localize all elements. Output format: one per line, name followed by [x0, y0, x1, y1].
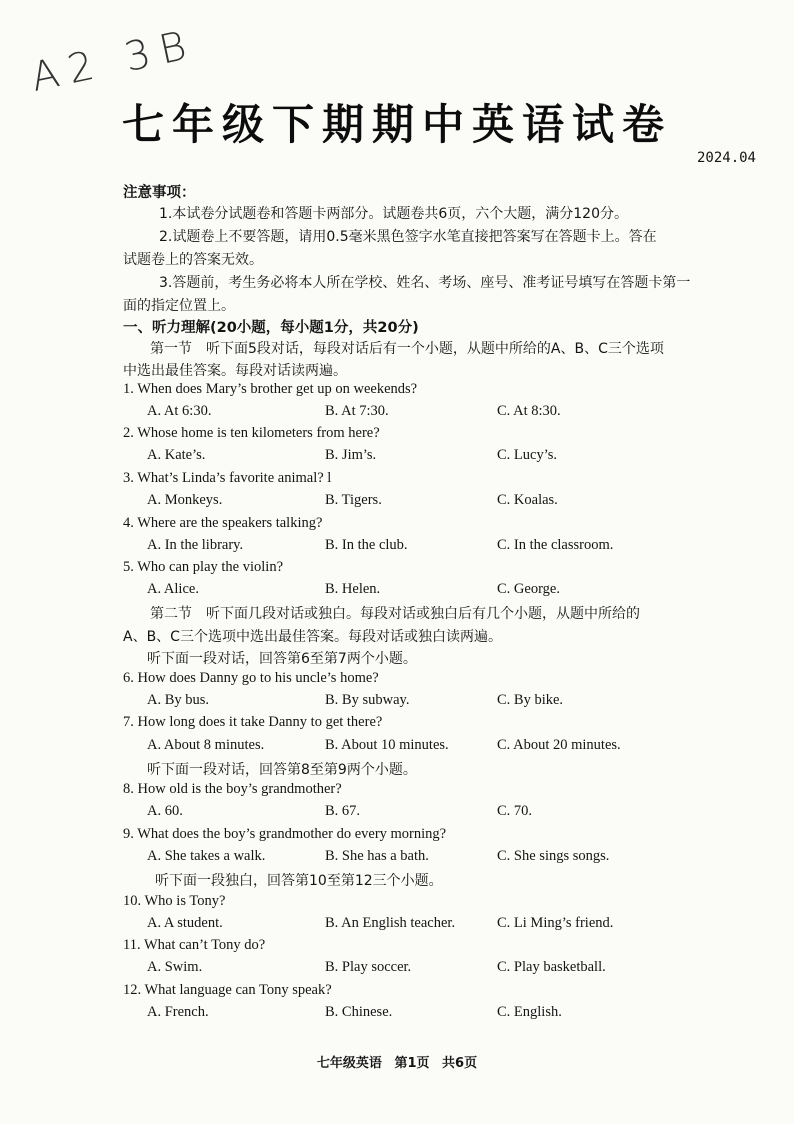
question: [123, 781, 342, 798]
dialogue-intro: 听下面一段对话，回答第6至第7两个小题。: [147, 651, 417, 667]
question-text: What’s Linda’s favorite animal? l: [137, 470, 332, 486]
option-a: A. She takes a walk.: [147, 848, 266, 864]
note-item: 面的指定位置上。: [123, 298, 235, 314]
option-b: B. Chinese.: [325, 1004, 393, 1020]
question-text: Where are the speakers talking?: [137, 515, 323, 531]
option-c: C. By bike.: [497, 692, 564, 708]
question: [123, 670, 379, 687]
question-number: 8.: [123, 781, 134, 797]
question-number: 1.: [123, 381, 134, 397]
notes-heading: 注意事项：: [123, 185, 196, 201]
option-c: C. Koalas.: [497, 492, 558, 508]
question-text: Who can play the violin?: [137, 559, 284, 575]
part2-instruction: 第二节 听下面几段对话或独白。每段对话或独白后有几个小题，从题中所给的: [150, 606, 640, 622]
question-number: 6.: [123, 670, 134, 686]
option-c: C. George.: [497, 581, 560, 597]
option-a: A. By bus.: [147, 692, 210, 708]
option-a: A. Monkeys.: [147, 492, 223, 508]
question-text: How long does it take Danny to get there?: [137, 714, 383, 730]
question-text: When does Mary’s brother get up on weekends?: [137, 381, 418, 397]
part1-instruction: 第一节 听下面5段对话，每段对话后有一个小题，从题中所给的A、B、C三个选项: [150, 341, 664, 357]
question-text: What can’t Tony do?: [143, 937, 266, 953]
option-c: C. About 20 minutes.: [497, 737, 621, 753]
monologue-intro: 听下面一段独白，回答第10至第12三个小题。: [155, 873, 443, 889]
option-b: B. Helen.: [325, 581, 381, 597]
option-c: C. She sings songs.: [497, 848, 610, 864]
option-b: B. An English teacher.: [325, 915, 456, 931]
note-item: 3.答题前，考生务必将本人所在学校、姓名、考场、座号、准考证号填写在答题卡第一: [159, 275, 691, 291]
option-a: A. About 8 minutes.: [147, 737, 265, 753]
section-heading: 一、听力理解(20小题，每小题1分，共20分): [123, 320, 419, 336]
question-text: What language can Tony speak?: [144, 982, 332, 998]
option-a: A. Swim.: [147, 959, 203, 975]
part1-instruction: 中选出最佳答案。每段对话读两遍。: [123, 363, 347, 379]
exam-title: 七年级下期期中英语试卷: [121, 100, 672, 149]
question: [123, 381, 417, 398]
question: [123, 826, 446, 843]
question-number: 4.: [123, 515, 134, 531]
part2-instruction: A、B、C三个选项中选出最佳答案。每段对话或独白读两遍。: [123, 629, 502, 645]
question: [123, 714, 382, 731]
option-a: A. Kate’s.: [147, 447, 206, 463]
question: [123, 470, 331, 487]
note-item: 2.试题卷上不要答题，请用0.5毫米黑色签字水笔直接把答案写在答题卡上。答在: [159, 229, 657, 245]
option-b: B. Tigers.: [325, 492, 382, 508]
option-b: B. Play soccer.: [325, 959, 412, 975]
question: [123, 982, 332, 999]
footer-total: 共6页: [442, 1056, 478, 1071]
note-item: 1.本试卷分试题卷和答题卡两部分。试题卷共6页，六个大题，满分120分。: [159, 206, 628, 222]
option-b: B. She has a bath.: [325, 848, 429, 864]
option-a: A. Alice.: [147, 581, 199, 597]
question-text: Whose home is ten kilometers from here?: [137, 425, 380, 441]
option-c: C. Play basketball.: [497, 959, 606, 975]
question: [123, 937, 265, 954]
option-c: C. English.: [497, 1004, 562, 1020]
question-number: 2.: [123, 425, 134, 441]
option-a: A. A student.: [147, 915, 223, 931]
exam-date: 2024.04: [696, 150, 756, 166]
question-number: 11.: [123, 937, 141, 953]
option-c: C. 70.: [497, 803, 533, 819]
option-c: C. At 8:30.: [497, 403, 561, 419]
option-b: B. By subway.: [325, 692, 410, 708]
option-a: A. At 6:30.: [147, 403, 212, 419]
question-text: Who is Tony?: [144, 893, 226, 909]
option-c: C. Lucy’s.: [497, 447, 558, 463]
question-text: How old is the boy’s grandmother?: [137, 781, 342, 797]
question: [123, 515, 322, 532]
option-b: B. At 7:30.: [325, 403, 389, 419]
question: [123, 893, 225, 910]
option-a: A. French.: [147, 1004, 209, 1020]
question-text: How does Danny go to his uncle’s home?: [137, 670, 379, 686]
footer-page: 第1页: [394, 1056, 430, 1071]
option-b: B. About 10 minutes.: [325, 737, 449, 753]
option-a: A. In the library.: [147, 537, 244, 553]
option-b: B. In the club.: [325, 537, 408, 553]
question: [123, 425, 380, 442]
question-number: 5.: [123, 559, 134, 575]
option-b: B. Jim’s.: [325, 447, 377, 463]
question-number: 12.: [123, 982, 142, 998]
footer-subject: 七年级英语: [316, 1056, 382, 1071]
option-b: B. 67.: [325, 803, 361, 819]
handwritten-note: A2 3B: [27, 21, 201, 101]
dialogue-intro: 听下面一段对话，回答第8至第9两个小题。: [147, 762, 417, 778]
question: [123, 559, 283, 576]
option-c: C. In the classroom.: [497, 537, 614, 553]
note-item: 试题卷上的答案无效。: [123, 252, 263, 268]
question-number: 7.: [123, 714, 134, 730]
question-number: 10.: [123, 893, 142, 909]
question-number: 9.: [123, 826, 134, 842]
page-footer: [0, 1052, 794, 1071]
option-c: C. Li Ming’s friend.: [497, 915, 614, 931]
option-a: A. 60.: [147, 803, 183, 819]
question-number: 3.: [123, 470, 134, 486]
question-text: What does the boy’s grandmother do every morning?: [137, 826, 447, 842]
